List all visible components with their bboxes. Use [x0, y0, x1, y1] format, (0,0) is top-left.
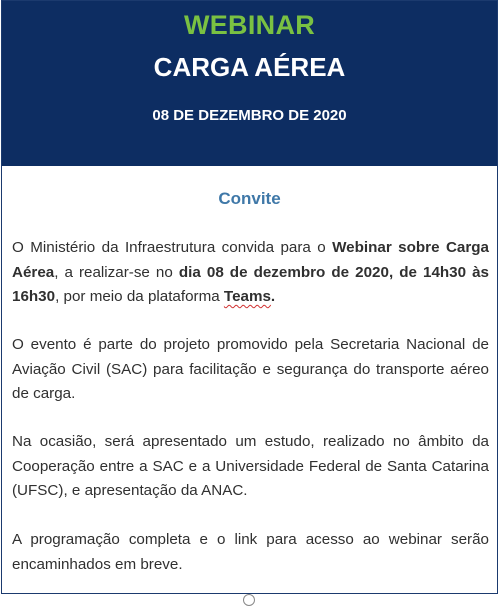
intro-event-name: Webinar sobre Carga Aérea: [12, 239, 490, 281]
circle-icon: [243, 594, 255, 606]
intro-date: dia 08 de dezembro de 2020: [178, 263, 389, 281]
intro-text-1: O Ministério da Infraestrutura convida para o: [12, 239, 333, 256]
intro-platform: Teams: [223, 288, 271, 305]
paragraph-schedule: A programação completa e o link para acesso ao webinar serão encaminhados em breve.: [12, 531, 489, 573]
header-date: 08 DE DEZEMBRO DE 2020: [152, 107, 347, 124]
paragraph-study: Na ocasião, será apresentado um estudo, realizado no âmbito da Cooperação entre a SAC e a Universidade Federal de Santa Catarina (UFSC), e apresentação da ANAC.: [12, 433, 489, 499]
invitation-card: [1, 0, 498, 594]
header-kicker: WEBINAR: [183, 10, 316, 40]
paragraph-project: O evento é parte do projeto promovido pela Secretaria Nacional de Aviação Civil (SAC) para facilitação e segurança do transporte aéreo de carga.: [12, 336, 489, 402]
header-title: CARGA AÉREA: [153, 52, 346, 82]
header-banner: [2, 1, 497, 166]
intro-separator: ,: [388, 263, 400, 281]
section-heading: Convite: [218, 189, 281, 208]
intro-period: .: [270, 288, 276, 305]
intro-time: de 14h30 às 16h30: [12, 263, 489, 305]
paragraph-intro: [12, 236, 489, 310]
intro-text-2: , a realizar-se no: [54, 263, 179, 281]
intro-text-3: , por meio da plataforma: [55, 288, 224, 305]
